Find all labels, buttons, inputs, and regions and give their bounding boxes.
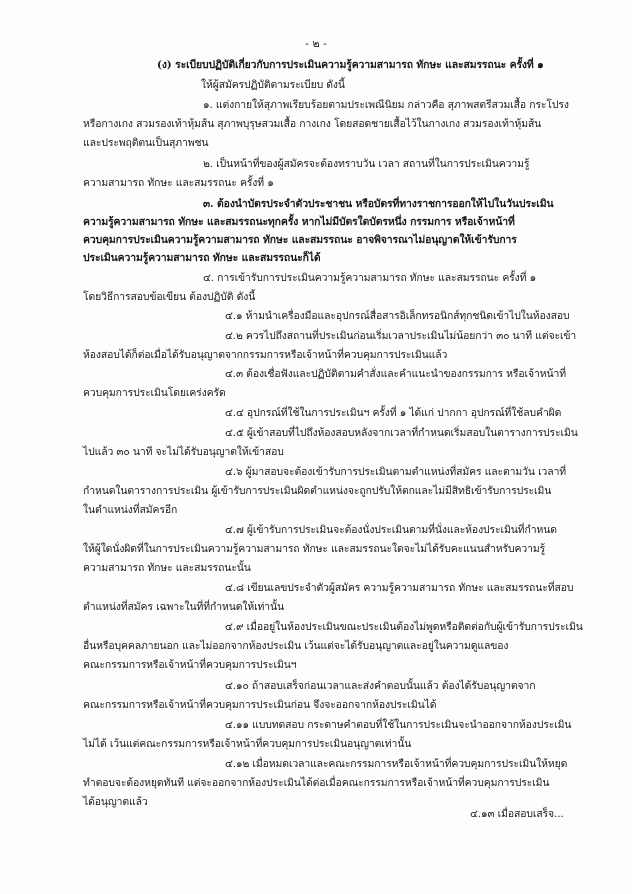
page-number: - ๒ -: [305, 37, 327, 50]
text-line: ๑. แต่งกายให้สุภาพเรียบร้อยตามประเพณีนิยม กล่าวคือ สุภาพสตรีสวมเสื้อ กระโปรง: [203, 99, 569, 111]
section-heading: (ง) ระเบียบปฏิบัติเกี่ยวกับการประเมินความรู้ความสามารถ ทักษะ และสมรรถนะ ครั้งที่ ๑: [157, 59, 544, 71]
text-line: ๔.๕ ผู้เข้าสอบที่ไปถึงห้องสอบหลังจากเวลาที่กำหนดเริ่มสอบในตารางการประเมิน: [225, 427, 578, 439]
text-line: ๔.๙ เมื่ออยู่ในห้องประเมินขณะประเมินต้องไม่พูดหรือติดต่อกับผู้เข้ารับการประเมิน: [225, 621, 583, 633]
text-line: อื่นหรือบุคคลภายนอก และไม่ออกจากห้องประเมิน เว้นแต่จะได้รับอนุญาตและอยู่ในความดูแลของ: [83, 640, 509, 652]
text-line: ได้อนุญาตแล้ว: [83, 796, 148, 808]
text-line: ๔.๑๐ ถ้าสอบเสร็จก่อนเวลาและส่งคำตอบนั้นแล้ว ต้องได้รับอนุญาตจาก: [225, 680, 536, 692]
text-line: ๔.๖ ผู้มาสอบจะต้องเข้ารับการประเมินตามตำแหน่งที่สมัคร และตามวัน เวลาที่: [225, 466, 567, 478]
bold-line: ประเมินความรู้ความสามารถ ทักษะ และสมรรถนะก็ได้: [83, 252, 321, 264]
text-line: ๔.๓ ต้องเชื่อฟังและปฏิบัติตามคำสั่งและคำแนะนำของกรรมการ หรือเจ้าหน้าที่: [225, 368, 566, 380]
text-line: ไม่ได้ เว้นแต่คณะกรรมการหรือเจ้าหน้าที่ควบคุมการประเมินอนุญาตเท่านั้น: [83, 738, 412, 750]
text-line: ๒. เป็นหน้าที่ของผู้สมัครจะต้องทราบวัน เวลา สถานที่ในการประเมินความรู้: [203, 158, 530, 170]
text-line: ๔.๔ อุปกรณ์ที่ใช้ในการประเมินฯ ครั้งที่ ๑ ได้แก่ ปากกา อุปกรณ์ที่ใช้ลบคำผิด: [225, 407, 562, 419]
text-line: คณะกรรมการหรือเจ้าหน้าที่ควบคุมการประเมินก่อน จึงจะออกจากห้องประเมินได้: [83, 699, 437, 711]
bold-line: ควบคุมการประเมินความรู้ความสามารถ ทักษะ และสมรรถนะ อาจพิจารณาไม่อนุญาตให้เข้ารับการ: [83, 234, 517, 246]
text-line: ความสามารถ ทักษะ และสมรรถนะนั้น: [83, 562, 251, 574]
text-line: โดยวิธีการสอบข้อเขียน ต้องปฏิบัติ ดังนี้: [83, 291, 256, 303]
text-line: ควบคุมการประเมินโดยเคร่งครัด: [83, 387, 226, 399]
text-line: ห้องสอบได้ก็ต่อเมื่อได้รับอนุญาตจากกรรมการหรือเจ้าหน้าที่ควบคุมการประเมินแล้ว: [83, 349, 448, 361]
text-line: และประพฤติตนเป็นสุภาพชน: [83, 137, 209, 149]
text-line: ตำแหน่งที่สมัคร เฉพาะในที่ที่กำหนดให้เท่านั้น: [83, 601, 285, 613]
text-line: กำหนดในตารางการประเมิน ผู้เข้ารับการประเมินผิดตำแหน่งจะถูกปรับให้ตกและไม่มีสิทธิเข้ารับการประเมิน: [83, 485, 552, 497]
text-line: ๔.๘ เขียนเลขประจำตัวผู้สมัคร ความรู้ความสามารถ ทักษะ และสมรรถนะที่สอบ: [225, 582, 574, 594]
text-line: ให้ผู้สมัครปฏิบัติตามระเบียบ ดังนี้: [201, 79, 345, 91]
text-line: ในตำแหน่งที่สมัครอีก: [83, 504, 178, 516]
text-line: ให้ผู้ใดนั่งผิดที่ในการประเมินความรู้ความสามารถ ทักษะ และสมรรถนะใดจะไม่ได้รับคะแนนสำหรับความรู้: [83, 543, 546, 555]
text-line: ๔.๑๒ เมื่อหมดเวลาและคณะกรรมการหรือเจ้าหน้าที่ควบคุมการประเมินให้หยุด: [225, 758, 568, 770]
text-line: ๔.๑๑ แบบทดสอบ กระดาษคำตอบที่ใช้ในการประเมินจะนำออกจากห้องประเมิน: [225, 719, 572, 731]
text-line: หรือกางเกง สวมรองเท้าหุ้มส้น สุภาพบุรุษสวมเสื้อ กางเกง โดยสอดชายเสื้อไว้ในกางเกง สวมรองเท้าหุ้มส้น: [83, 118, 542, 130]
bold-line: ๓. ต้องนำบัตรประจำตัวประชาชน หรือบัตรที่ทางราชการออกให้ไปในวันประเมิน: [203, 198, 554, 210]
text-line: ๔.๗ ผู้เข้ารับการประเมินจะต้องนั่งประเมินตามที่นั่งและห้องประเมินที่กำหนด: [225, 524, 557, 536]
text-line: ๔.๒ ควรไปถึงสถานที่ประเมินก่อนเริ่มเวลาประเมินไม่น้อยกว่า ๓๐ นาที แต่จะเข้า: [225, 330, 577, 342]
text-line: ๔. การเข้ารับการประเมินความรู้ความสามารถ ทักษะ และสมรรถนะ ครั้งที่ ๑: [203, 272, 537, 284]
bold-line: ความรู้ความสามารถ ทักษะ และสมรรถนะทุกครั้ง หากไม่มีบัตรใดบัตรหนึ่ง กรรมการ หรือเจ้าหน้าที่: [83, 216, 515, 228]
continuation-line: ๔.๑๓ เมื่อสอบเสร็จ...: [470, 808, 564, 820]
text-line: ๔.๑ ห้ามนำเครื่องมือและอุปกรณ์สื่อสารอิเล็กทรอนิกส์ทุกชนิดเข้าไปในห้องสอบ: [225, 310, 570, 322]
text-line: คณะกรรมการหรือเจ้าหน้าที่ควบคุมการประเมินฯ: [83, 659, 297, 671]
text-line: ทำตอบจะต้องหยุดทันที แต่จะออกจากห้องประเมินได้ต่อเมื่อคณะกรรมการหรือเจ้าหน้าที่ควบคุมการประเมิน: [83, 777, 550, 789]
text-line: ความสามารถ ทักษะ และสมรรถนะ ครั้งที่ ๑: [83, 177, 274, 189]
text-line: ไปแล้ว ๓๐ นาที จะไม่ได้รับอนุญาตให้เข้าสอบ: [83, 446, 284, 458]
